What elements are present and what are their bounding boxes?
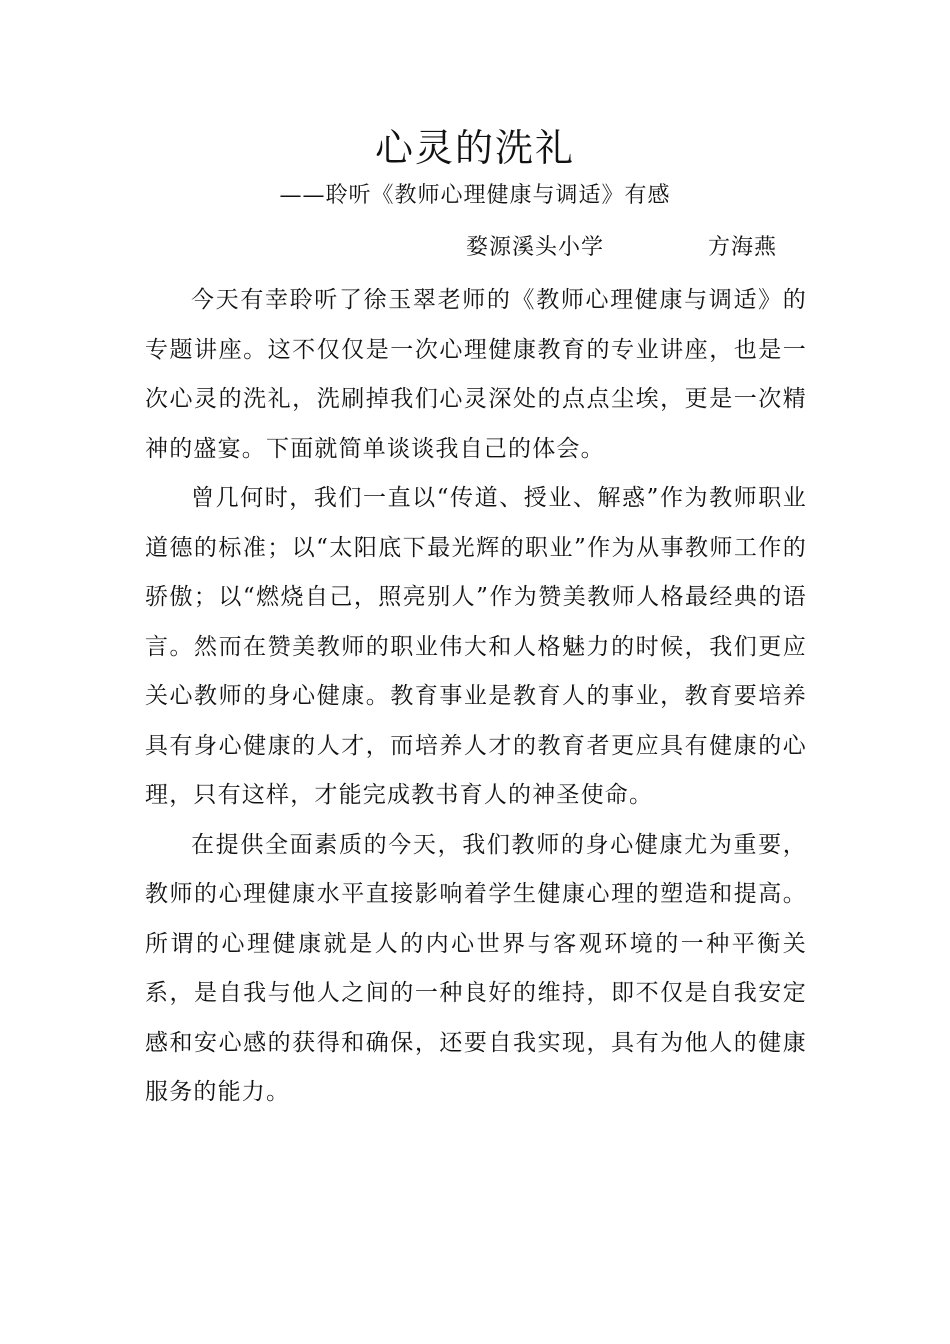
- body-text: [145, 276, 807, 1118]
- document-title: 心灵的洗礼: [374, 126, 575, 170]
- author-name: 方海燕: [708, 235, 778, 260]
- paragraph: 在提供全面素质的今天，我们教师的身心健康尤为重要，教师的心理健康水平直接影响着学生健康心理的塑造和提高。所谓的心理健康就是人的内心世界与客观环境的一种平衡关系，是自我与他人之间的一种良好的维持，即不仅是自我安定感和安心感的获得和确保，还要自我实现，具有为他人的健康服务的能力。: [145, 831, 807, 1105]
- document-subtitle: ——聆听《教师心理健康与调适》有感: [279, 183, 671, 208]
- paragraph: 今天有幸聆听了徐玉翠老师的《教师心理健康与调适》的专题讲座。这不仅仅是一次心理健康教育的专业讲座，也是一次心灵的洗礼，洗刷掉我们心灵深处的点点尘埃，更是一次精神的盛宴。下面就简单谈谈我自己的体会。: [145, 287, 807, 462]
- school-name: 婺源溪头小学: [466, 235, 605, 260]
- paragraph: 曾几何时，我们一直以“传道、授业、解惑”作为教师职业道德的标准；以“太阳底下最光辉的职业”作为从事教师工作的骄傲；以“燃烧自己，照亮别人”作为赞美教师人格最经典的语言。然而在赞美教师的职业伟大和人格魅力的时候，我们更应关心教师的身心健康。教育事业是教育人的事业，教育要培养具有身心健康的人才，而培养人才的教育者更应具有健康的心理，只有这样，才能完成教书育人的神圣使命。: [145, 485, 807, 808]
